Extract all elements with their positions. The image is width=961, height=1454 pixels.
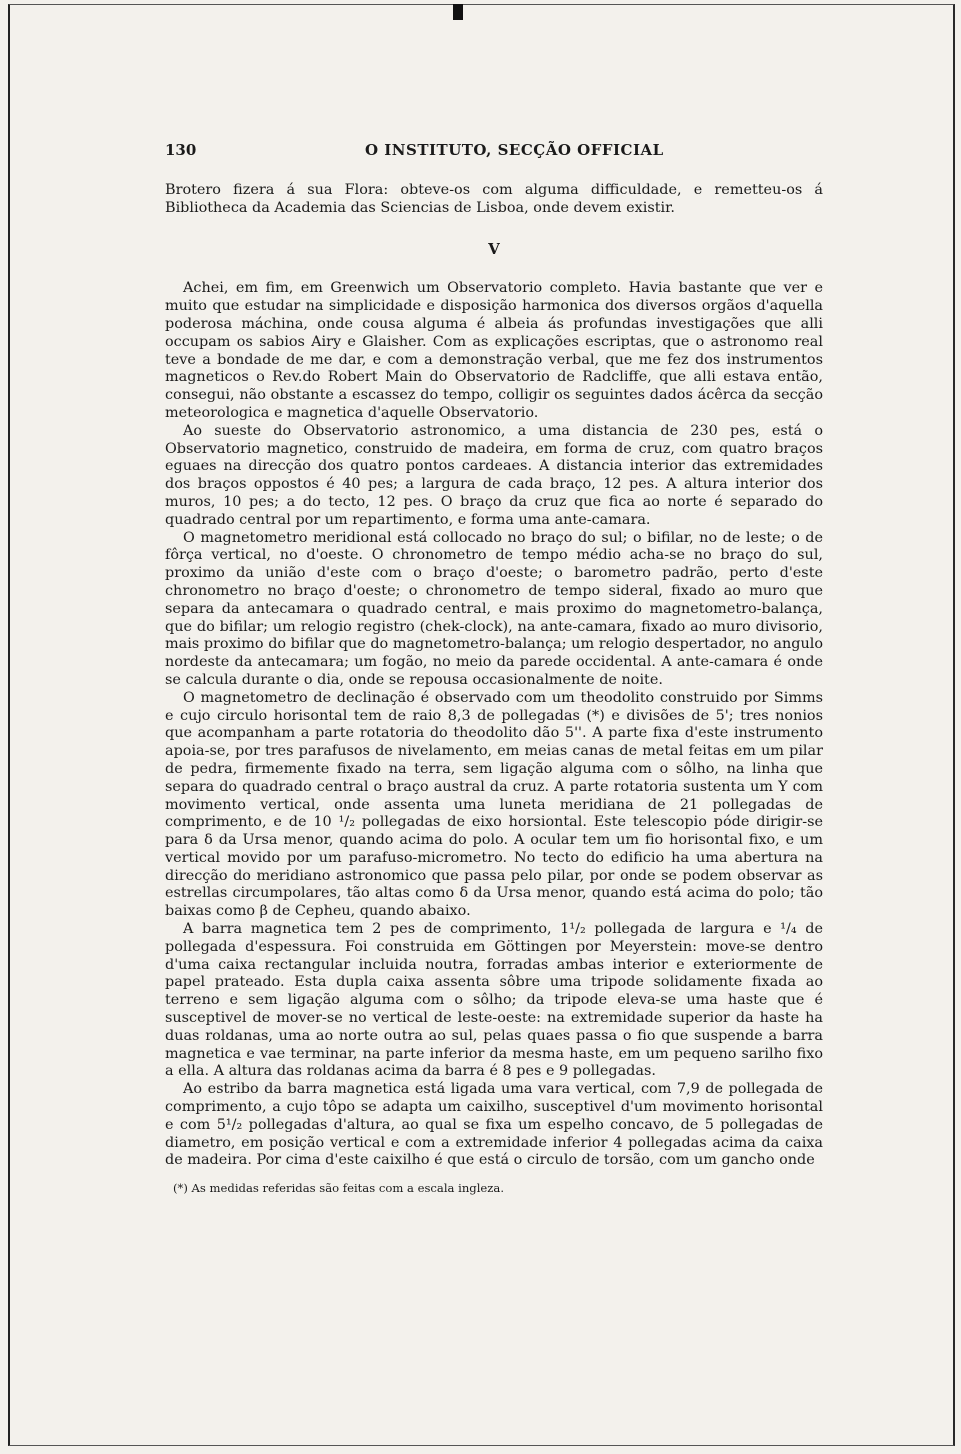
- running-title: O INSTITUTO, SECÇÃO OFFICIAL: [365, 141, 664, 159]
- binding-mark: [453, 4, 463, 20]
- paragraph-greenwich: Achei, em fim, em Greenwich um Observatorio completo. Havia bastante que ver e muito que estudar na simplicidade e disposição harmonica dos diversos orgãos d'aquella poderosa máchina, onde cousa alguma é albeia ás profundas investigações que alli occupam os sabios Airy e Glaisher. Com as explicações escriptas, que o astronomo real teve a bondade de me dar, e com a demonstração verbal, que me fez dos instrumentos magneticos o Rev.do Robert Main do Observatorio de Radcliffe, que alli estava então, consegui, não obstante a escassez do tempo, colligir os seguintes dados ácêrca da secção meteorologica e magnetica d'aquelle Observatorio.: [165, 280, 823, 421]
- paragraph-magnetometro-declinacao: O magnetometro de declinação é observado com um theodolito construido por Simms e cujo circulo horisontal tem de raio 8,3 de pollegadas (*) e divisões de 5'; tres nonios que acompanham a parte rotatoria do theodolito dão 5''. A parte fixa d'este instrumento apoia-se, por tres parafusos de nivelamento, em meias canas de metal feitas em um pilar de pedra, firmemente fixado na terra, sem ligação alguma com o sôlho, na linha que separa do quadrado central o braço austral da cruz. A parte rotatoria sustenta um Y com movimento vertical, onde assenta uma luneta meridiana de 21 pollegadas de comprimento, e de 10 ¹/₂ pollegadas de eixo horsiontal. Este telescopio póde dirigir-se para δ da Ursa menor, quando acima do polo. A ocular tem um fio horisontal fixo, e um vertical movido por um parafuso-micrometro. No tecto do edificio ha uma abertura na direcção do meridiano astronomico que passa pelo pilar, por onde se podem observar as estrellas circumpolares, tão altas como δ da Ursa menor, quando está acima do polo; tão baixas como β de Cepheu, quando abaixo.: [165, 689, 823, 920]
- page-number: 130: [165, 141, 197, 159]
- footnote: (*) As medidas referidas são feitas com a escala ingleza.: [173, 1181, 504, 1196]
- paragraph-barra-magnetica: A barra magnetica tem 2 pes de comprimento, 1¹/₂ pollegada de largura e ¹/₄ de pollegada d'espessura. Foi construida em Göttingen por Meyerstein: move-se dentro d'uma caixa rectangular incluida noutra, forradas ambas interior e exteriormente de papel prateado. Esta dupla caixa assenta sôbre uma tripode solidamente fixada ao terreno e sem ligação alguma com o sôlho; da tripode eleva-se uma haste que é susceptivel de mover-se no vertical de leste-oeste: na extremidade superior da haste ha duas roldanas, uma ao norte outra ao sul, pelas quaes passa o fio que suspende a barra magnetica e vae terminar, na parte inferior da mesma haste, em um pequeno sarilho fixo a ella. A altura das roldanas acima da barra é 8 pes e 9 pollegadas.: [165, 921, 823, 1080]
- running-header: [165, 140, 823, 162]
- paragraph-magnetometro-meridional: O magnetometro meridional está collocado no braço do sul; o bifilar, no de leste; o de fôrça vertical, no d'oeste. O chronometro de tempo médio acha-se no braço do sul, proximo da união d'este com o braço d'oeste; o barometro padrão, perto d'este chronometro no braço d'oeste; o chronometro de tempo sideral, fixado ao muro que separa da antecamara o quadrado central, e mais proximo do magnetometro-balança, que do bifilar; um relogio registro (chek-clock), na ante-camara, fixado ao muro divisorio, mais proximo do bifilar que do magnetometro-balança; um relogio despertador, no angulo nordeste da antecamara; um fogão, no meio da parede occidental. A ante-camara é onde se calcula durante o dia, onde se repousa occasionalmente de noite.: [165, 529, 823, 688]
- section-number: V: [488, 239, 500, 258]
- intro-paragraph: Brotero fizera á sua Flora: obteve-os com alguma difficuldade, e remetteu-os á Bibliotheca da Academia das Sciencias de Lisboa, onde devem existir.: [165, 182, 823, 216]
- paragraph-estribo: Ao estribo da barra magnetica está ligada uma vara vertical, com 7,9 de pollegada de comprimento, a cujo tôpo se adapta um caixilho, susceptivel d'um movimento horisontal e com 5¹/₂ pollegadas d'altura, ao qual se fixa um espelho concavo, de 5 pollegadas de diametro, em posição vertical e com a extremidade inferior 4 pollegadas acima da caixa de madeira. Por cima d'este caixilho é que está o circulo de torsão, com um gancho onde: [165, 1081, 823, 1169]
- page-content: [165, 140, 823, 1196]
- paragraph-observatorio-magnetico: Ao sueste do Observatorio astronomico, a uma distancia de 230 pes, está o Observatorio magnetico, construido de madeira, em forma de cruz, com quatro braços eguaes na direcção dos quatro pontos cardeaes. A distancia interior das extremidades dos braços oppostos é 40 pes; a largura de cada braço, 12 pes. A altura interior dos muros, 10 pes; a do tecto, 12 pes. O braço da cruz que fica ao norte é separado do quadrado central por um repartimento, e forma uma ante-camara.: [165, 422, 823, 528]
